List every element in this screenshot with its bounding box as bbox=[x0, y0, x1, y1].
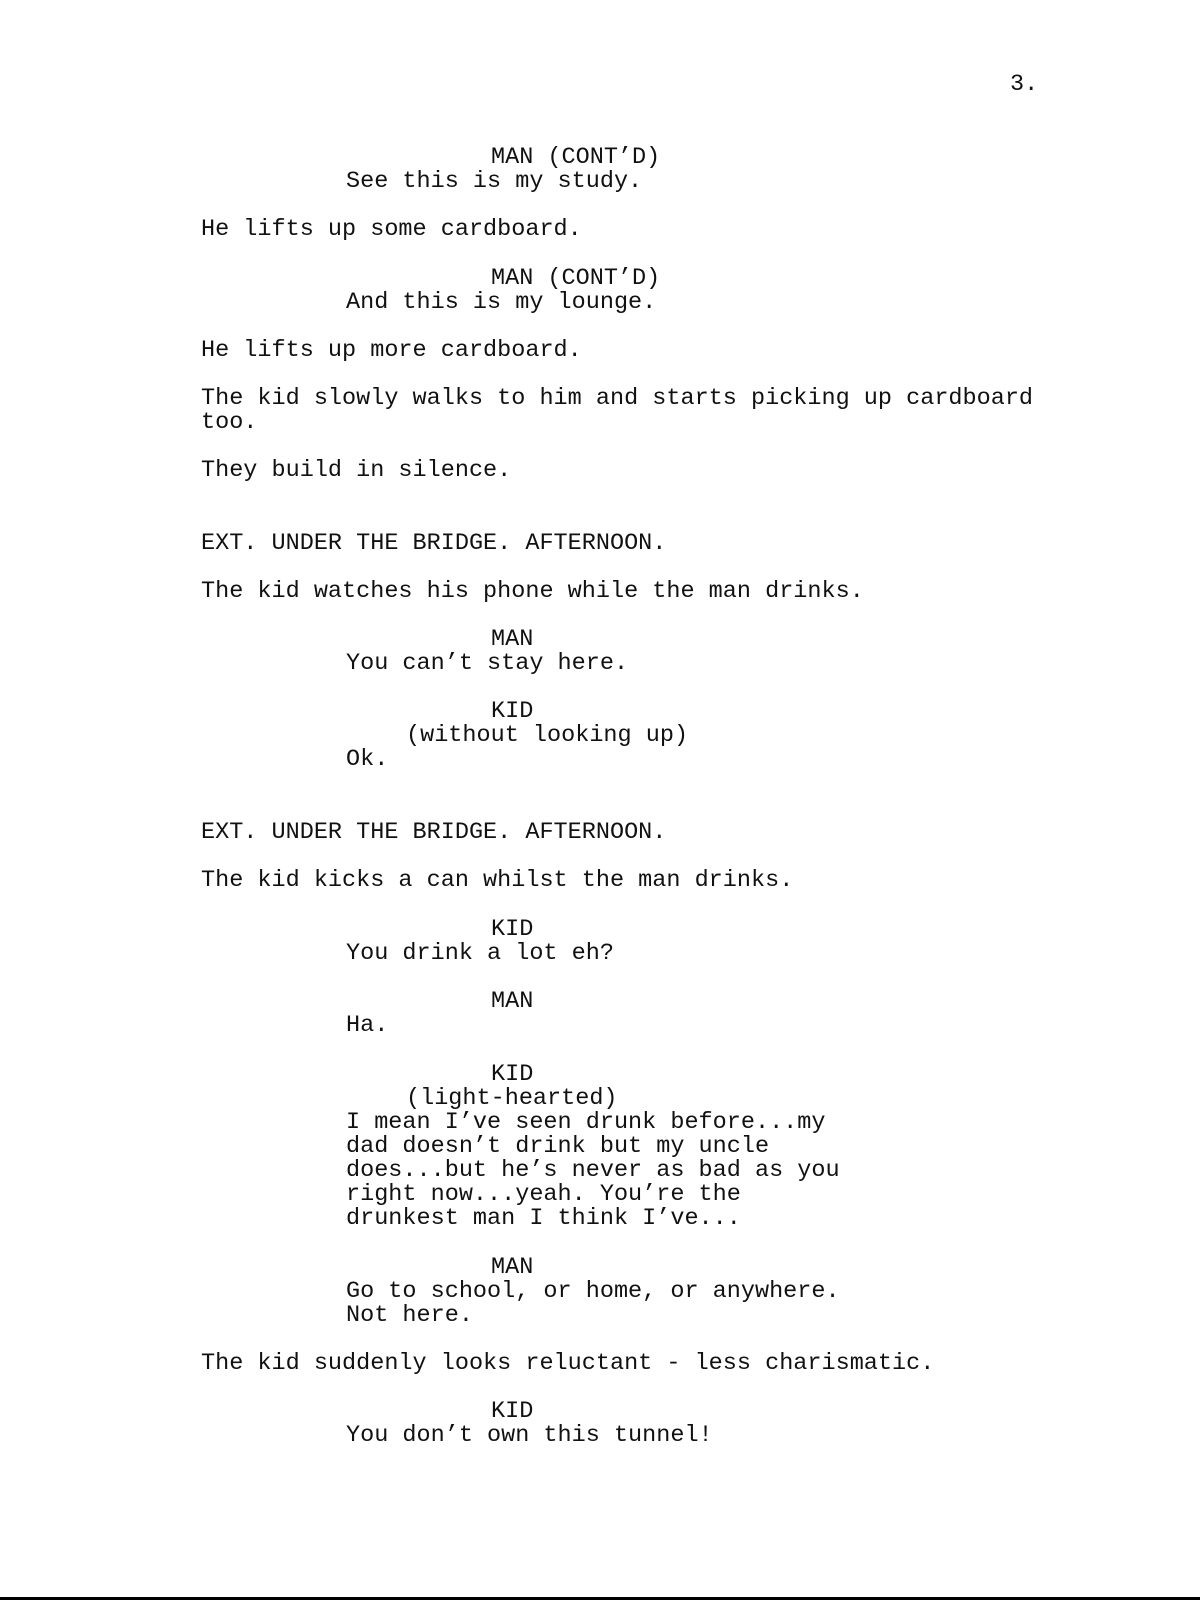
dialogue-line: And this is my lounge. bbox=[346, 289, 657, 316]
dialogue-line: See this is my study. bbox=[346, 168, 643, 195]
character-cue: MAN bbox=[491, 988, 534, 1015]
character-cue: MAN bbox=[491, 626, 534, 653]
dialogue-line: drunkest man I think I’ve... bbox=[346, 1205, 741, 1232]
character-cue: MAN (CONT’D) bbox=[491, 265, 661, 292]
action-line: too. bbox=[201, 409, 258, 436]
action-line: He lifts up more cardboard. bbox=[201, 337, 582, 364]
dialogue-line: You don’t own this tunnel! bbox=[346, 1422, 713, 1449]
dialogue-line: does...but he’s never as bad as you bbox=[346, 1157, 840, 1184]
action-line: The kid kicks a can whilst the man drinks. bbox=[201, 867, 794, 894]
action-line: The kid suddenly looks reluctant - less charismatic. bbox=[201, 1350, 935, 1377]
dialogue-line: Not here. bbox=[346, 1302, 473, 1329]
character-cue: KID bbox=[491, 1061, 534, 1088]
dialogue-line: You drink a lot eh? bbox=[346, 940, 614, 967]
character-cue: MAN (CONT’D) bbox=[491, 144, 661, 171]
action-line: They build in silence. bbox=[201, 457, 512, 484]
action-line: He lifts up some cardboard. bbox=[201, 216, 582, 243]
character-cue: KID bbox=[491, 1398, 534, 1425]
dialogue-line: Go to school, or home, or anywhere. bbox=[346, 1278, 840, 1305]
scene-heading: EXT. UNDER THE BRIDGE. AFTERNOON. bbox=[201, 819, 667, 846]
character-cue: KID bbox=[491, 698, 534, 725]
dialogue-line: dad doesn’t drink but my uncle bbox=[346, 1133, 770, 1160]
dialogue-line: right now...yeah. You’re the bbox=[346, 1181, 741, 1208]
dialogue-line: Ok. bbox=[346, 746, 389, 773]
page-number: 3. bbox=[1010, 71, 1039, 98]
parenthetical: (light-hearted) bbox=[406, 1085, 618, 1112]
dialogue-line: You can’t stay here. bbox=[346, 650, 629, 677]
character-cue: KID bbox=[491, 916, 534, 943]
action-line: The kid watches his phone while the man drinks. bbox=[201, 578, 864, 605]
parenthetical: (without looking up) bbox=[406, 722, 689, 749]
dialogue-line: Ha. bbox=[346, 1012, 389, 1039]
dialogue-line: I mean I’ve seen drunk before...my bbox=[346, 1109, 826, 1136]
scene-heading: EXT. UNDER THE BRIDGE. AFTERNOON. bbox=[201, 530, 667, 557]
character-cue: MAN bbox=[491, 1254, 534, 1281]
action-line: The kid slowly walks to him and starts picking up cardboard bbox=[201, 385, 1034, 412]
